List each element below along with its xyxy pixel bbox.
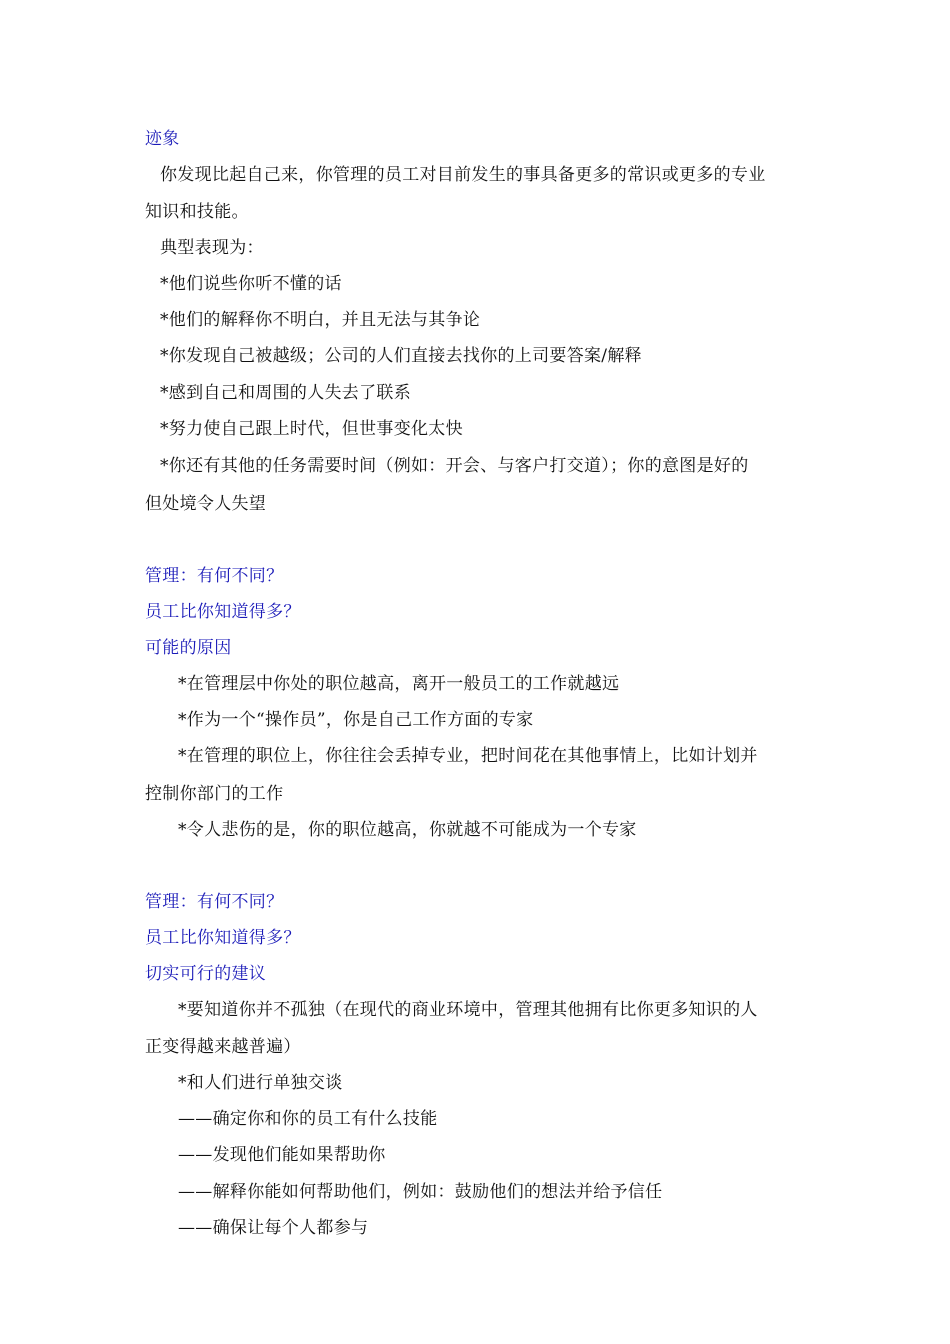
section1-item-3: *你发现自己被越级；公司的人们直接去找你的上司要答案/解释 <box>160 346 642 366</box>
section2-heading-2: 员工比你知道得多？ <box>145 602 301 622</box>
section1-item-6: *你还有其他的任务需要时间（例如：开会、与客户打交道）；你的意图是好的 <box>160 456 749 476</box>
section2-item-1: *在管理层中你处的职位越高，离开一般员工的工作就越远 <box>178 674 620 694</box>
section2-item-3-cont: 控制你部门的工作 <box>145 784 284 804</box>
section2-item-2: *作为一个“操作员”，你是自己工作方面的专家 <box>178 710 534 730</box>
section2-heading-3: 可能的原因 <box>145 638 232 658</box>
section3-subitem-2: ——发现他们能如果帮助你 <box>178 1145 386 1165</box>
section3-heading-1: 管理：有何不同？ <box>145 892 284 912</box>
section1-heading: 迹象 <box>145 129 180 149</box>
section1-intro-line2: 知识和技能。 <box>145 202 249 222</box>
section1-typical-label: 典型表现为： <box>160 238 264 258</box>
section2-item-3: *在管理的职位上，你往往会丢掉专业，把时间花在其他事情上，比如计划并 <box>178 746 758 766</box>
section1-item-6-cont: 但处境令人失望 <box>145 494 267 514</box>
section1-intro-line1: 你发现比起自己来，你管理的员工对目前发生的事具备更多的常识或更多的专业 <box>160 165 766 185</box>
section1-item-2: *他们的解释你不明白，并且无法与其争论 <box>160 310 481 330</box>
section3-subitem-3: ——解释你能如何帮助他们，例如：鼓励他们的想法并给予信任 <box>178 1182 663 1202</box>
section3-heading-3: 切实可行的建议 <box>145 964 267 984</box>
section3-subitem-1: ——确定你和你的员工有什么技能 <box>178 1109 438 1129</box>
section1-item-5: *努力使自己跟上时代，但世事变化太快 <box>160 419 463 439</box>
section2-heading-1: 管理：有何不同？ <box>145 566 284 586</box>
section3-item-2: *和人们进行单独交谈 <box>178 1073 343 1093</box>
section1-item-1: *他们说些你听不懂的话 <box>160 274 342 294</box>
section3-item-1-line1: *要知道你并不孤独（在现代的商业环境中，管理其他拥有比你更多知识的人 <box>178 1000 758 1020</box>
section2-item-4: *令人悲伤的是，你的职位越高，你就越不可能成为一个专家 <box>178 820 637 840</box>
section1-item-4: *感到自己和周围的人失去了联系 <box>160 383 411 403</box>
section3-item-1-line2: 正变得越来越普遍） <box>145 1037 301 1057</box>
section3-subitem-4: ——确保让每个人都参与 <box>178 1218 369 1238</box>
section3-heading-2: 员工比你知道得多？ <box>145 928 301 948</box>
